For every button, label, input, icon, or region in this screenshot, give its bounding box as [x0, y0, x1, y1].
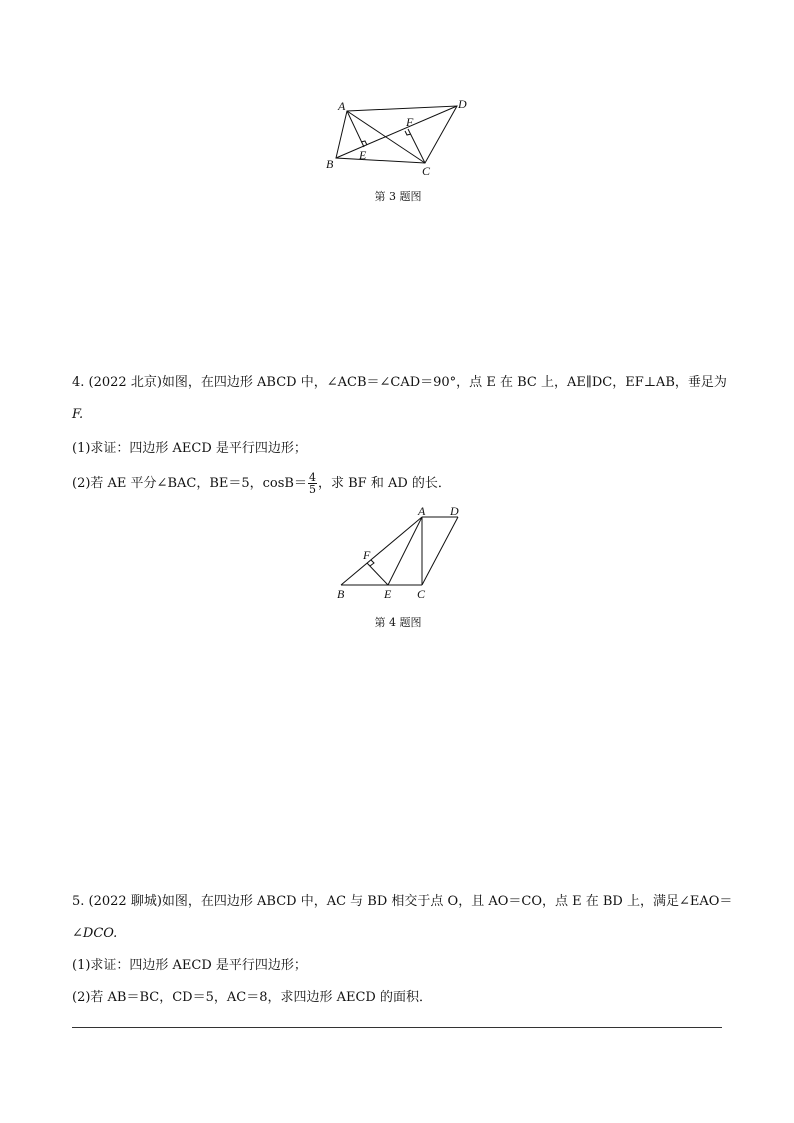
figure-4-caption: 第 4 题图 [374, 616, 422, 629]
problem-5-angle-dco: ∠DCO. [72, 926, 118, 941]
problem-5-part-2: (2)若 AB＝BC，CD＝5，AC＝8，求四边形 AECD 的面积． [72, 990, 432, 1005]
fraction-numerator: 4 [308, 471, 316, 484]
problem-4-part-2-tail: ，求 BF 和 AD 的长． [317, 476, 451, 491]
fig4-label-f: F [363, 548, 371, 562]
problem-4-point-f: F. [72, 407, 84, 422]
fig3-label-b: B [326, 157, 334, 171]
bottom-rule [72, 1027, 722, 1028]
fig3-label-e: E [359, 148, 367, 162]
figure-3-caption: 第 3 题图 [374, 190, 422, 203]
fraction-denominator: 5 [308, 483, 316, 496]
fig4-label-d: D [450, 505, 459, 518]
problem-4-part-2 [72, 472, 451, 495]
figure-3-diagram [320, 96, 480, 181]
cos-b-fraction [308, 472, 317, 495]
fig4-label-e: E [384, 587, 392, 601]
problem-5-part-1: (1)求证：四边形 AECD 是平行四边形； [72, 958, 307, 973]
problem-4-part-1: (1)求证：四边形 AECD 是平行四边形； [72, 441, 307, 456]
problem-4-line-2 [72, 407, 83, 423]
figure-4 [330, 505, 470, 605]
fig3-label-f: F [406, 115, 414, 129]
fig3-label-c: C [422, 164, 431, 178]
fig4-label-a: A [418, 505, 426, 518]
problem-4-part-2-text: (2)若 AE 平分∠BAC，BE＝5，cosB＝ [72, 476, 307, 491]
problem-5-line-1: 5. (2022 聊城)如图，在四边形 ABCD 中，AC 与 BD 相交于点 O，且 AO＝CO，点 E 在 BD 上，满足∠EAO＝ [72, 894, 733, 909]
figure-3 [320, 96, 480, 181]
problem-4-line-1: 4. (2022 北京)如图，在四边形 ABCD 中，∠ACB＝∠CAD＝90°，点 E 在 BC 上，AE∥DC，EF⊥AB，垂足为 [72, 375, 727, 390]
problem-5-line-2 [72, 926, 117, 942]
fig4-label-c: C [417, 587, 426, 601]
fig4-label-b: B [337, 587, 345, 601]
fig3-label-a: A [338, 99, 346, 113]
figure-4-diagram [330, 505, 470, 605]
fig3-label-d: D [458, 97, 467, 111]
